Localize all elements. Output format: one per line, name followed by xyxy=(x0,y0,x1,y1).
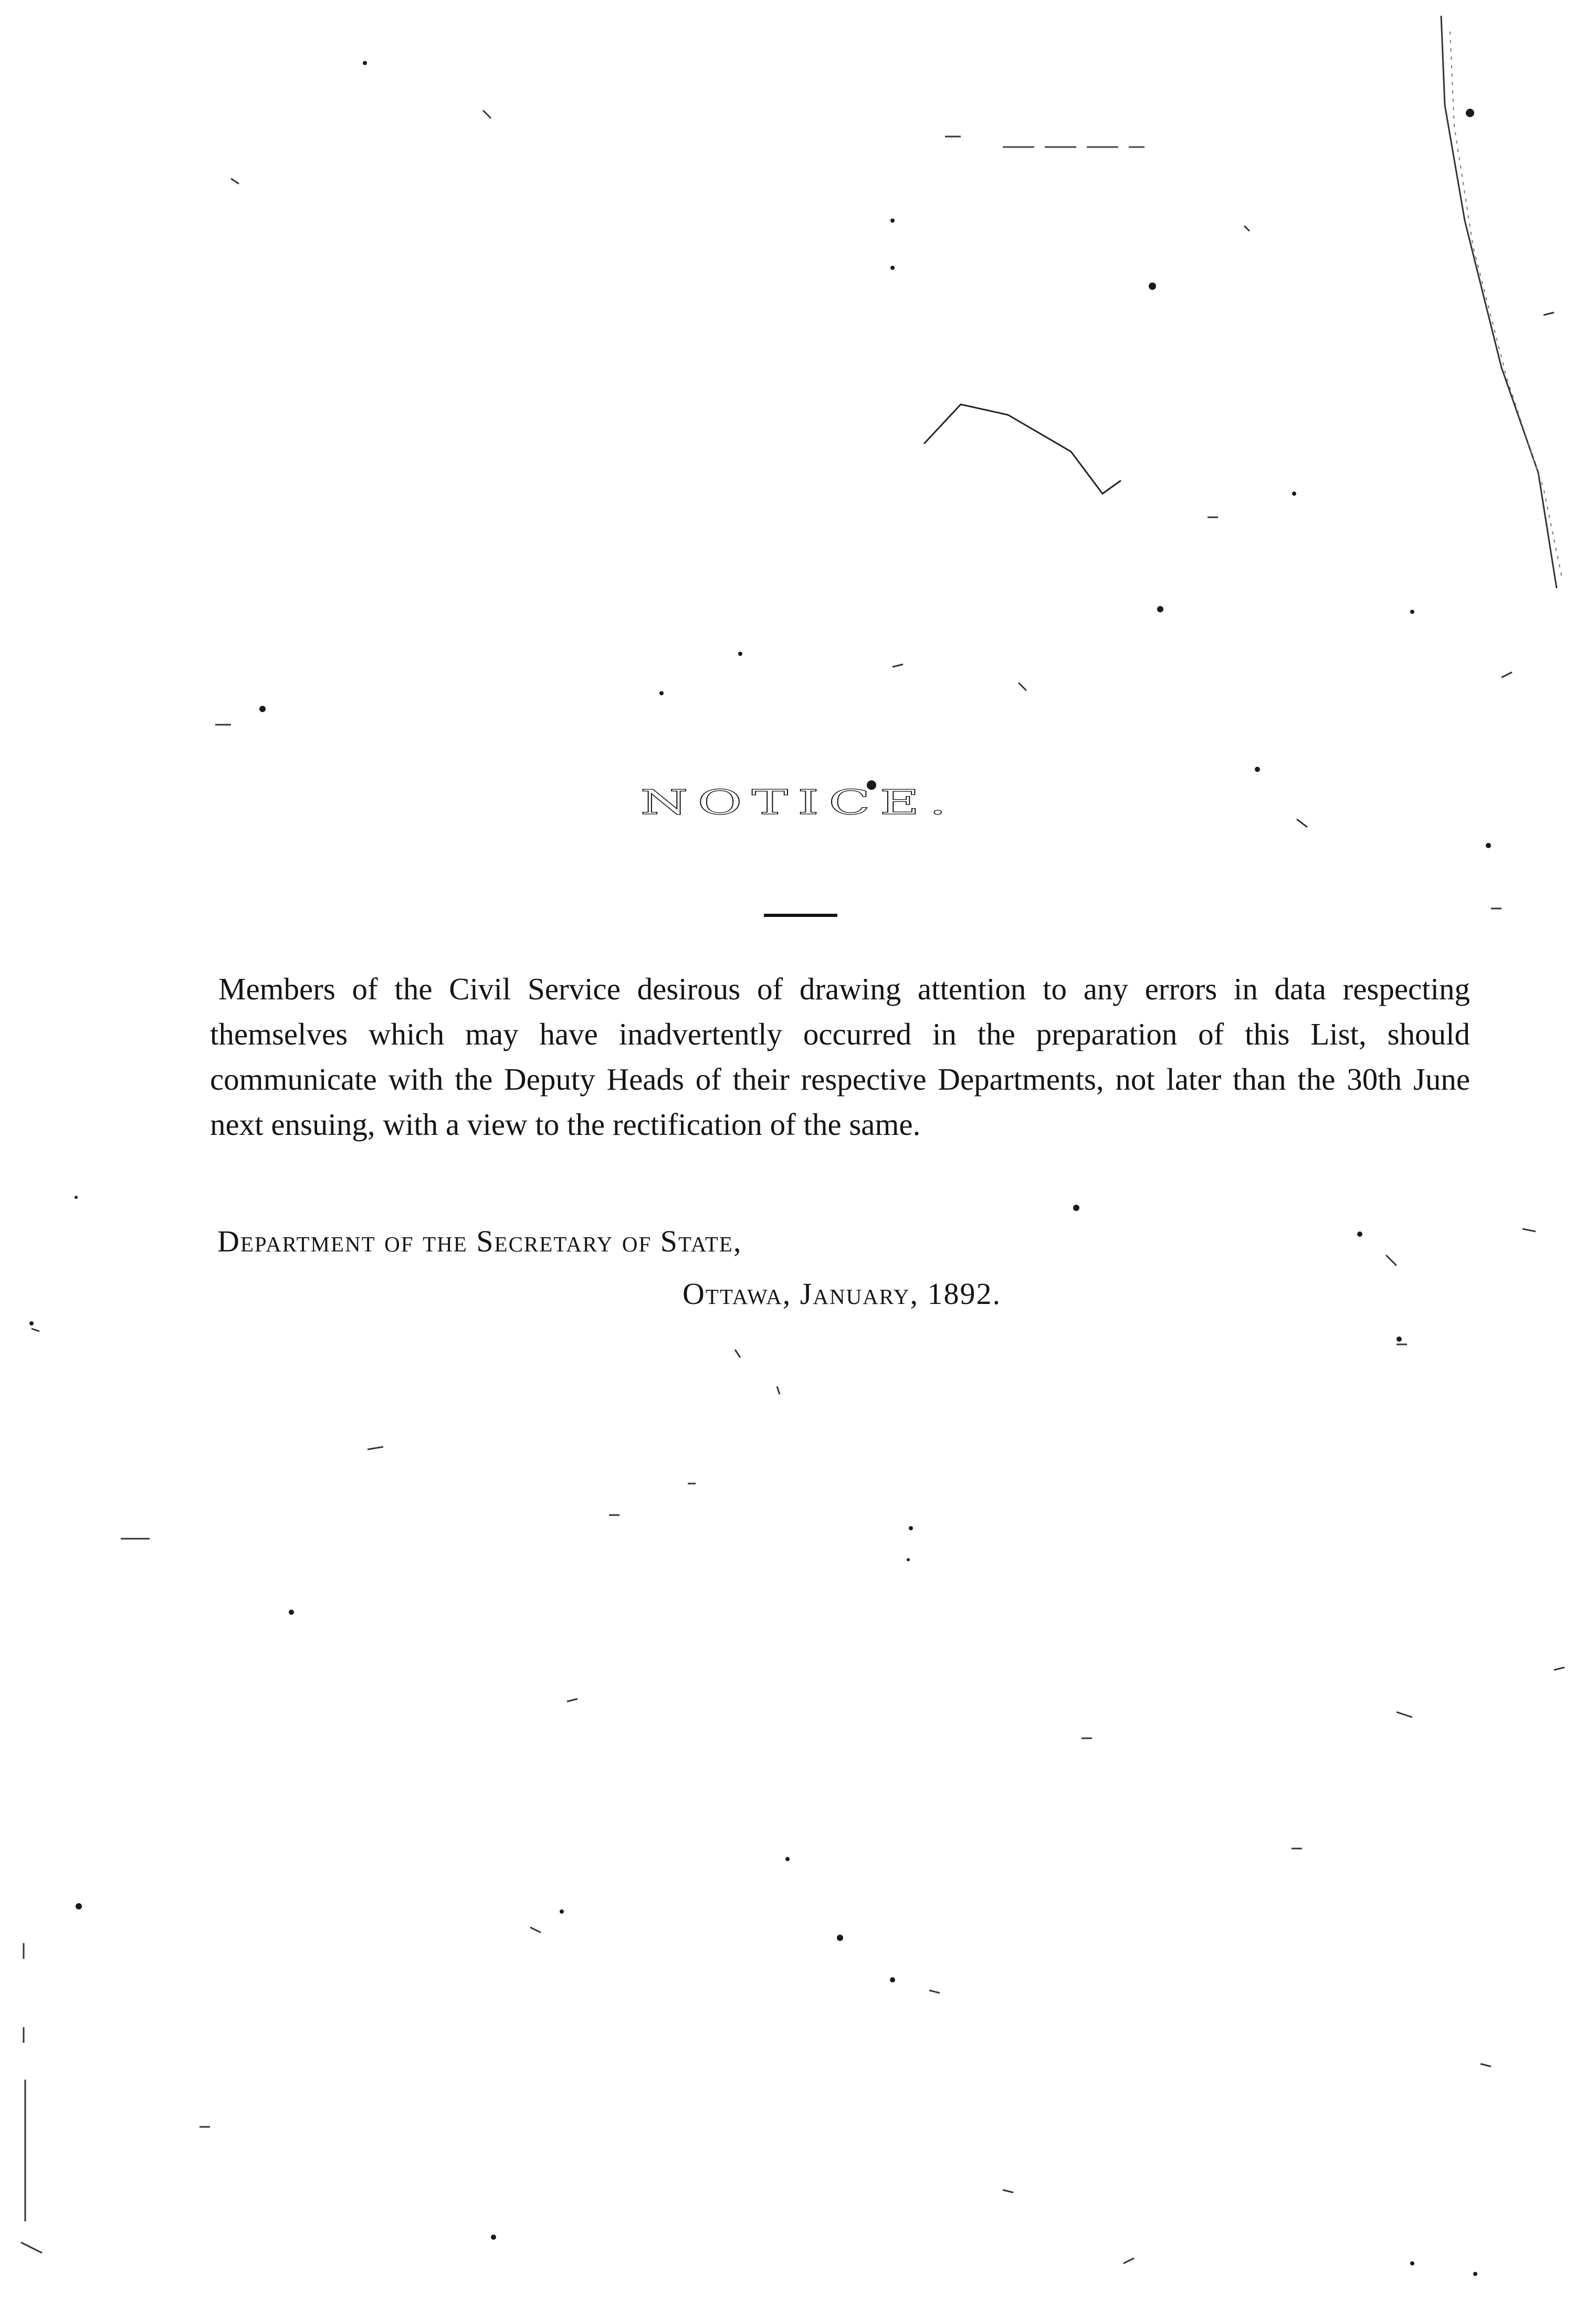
place-and-date: Ottawa, January, 1892. xyxy=(682,1277,1001,1311)
speckle-dots xyxy=(29,61,1491,2276)
speckle-strokes xyxy=(32,110,1564,2263)
department-signature: Department of the Secretary of State, xyxy=(217,1224,742,1258)
notice-title: NOTICE. xyxy=(640,782,956,822)
left-edge-marks xyxy=(21,1943,42,2253)
notice-body: Members of the Civil Service desirous of drawing attention to any errors in data respecting themselves which may have inadvertently occurred in the preparation of this List, should communicate with the Deputy Heads of their respective Departments, not later than the 30th June next ensuing, with a view to the rectification of the same. xyxy=(210,972,1470,1142)
page-edge-line xyxy=(1441,16,1557,588)
stray-curve-mark xyxy=(924,404,1121,494)
title-underline-rule xyxy=(764,914,837,917)
